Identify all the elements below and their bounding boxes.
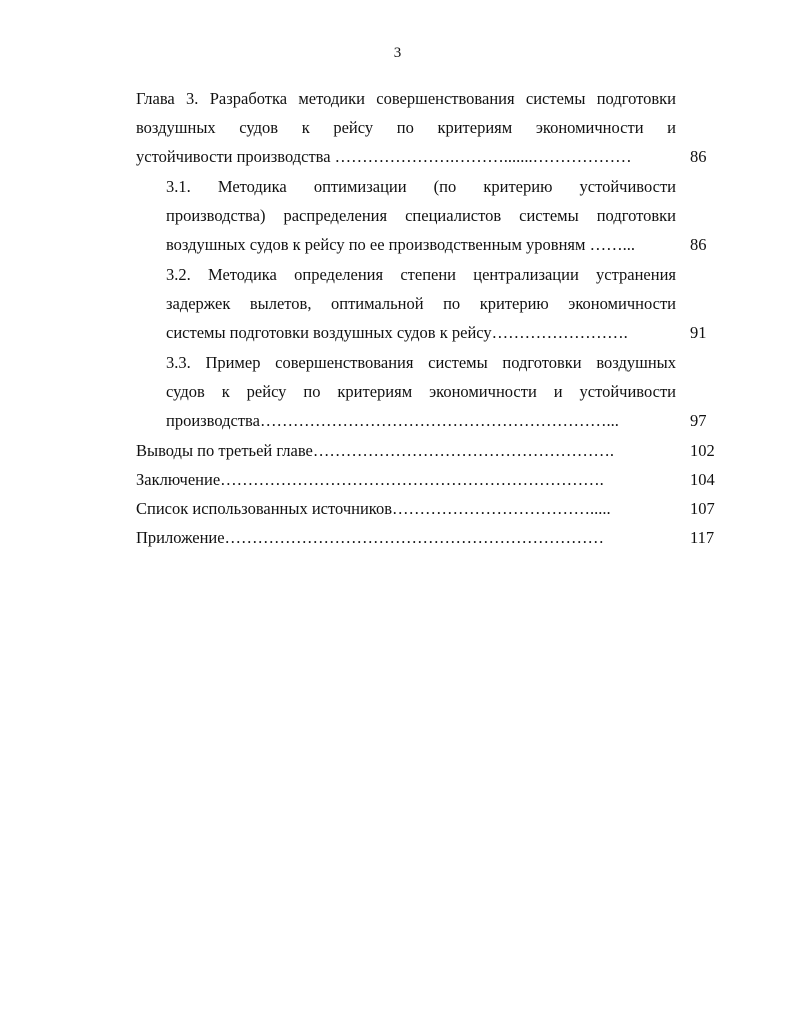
toc-page-number: 97 [690, 411, 707, 430]
toc-entry-line: производства) распределения специалистов системы подготовки [166, 206, 676, 225]
toc-entry-line: Заключение……………………………………………………………. [136, 470, 604, 489]
toc-entry-line: 3.1. Методика оптимизации (по критерию устойчивости [166, 177, 676, 196]
toc-page-number: 117 [690, 528, 715, 547]
toc-entry-line: задержек вылетов, оптимальной по критерию экономичности [166, 294, 676, 313]
toc-entry-line: устойчивости производства ………………….……….......……………… [136, 147, 632, 166]
page-number: 3 [393, 45, 402, 61]
toc-entry-line: производства………………………………………………………... [166, 411, 619, 430]
toc-page-number: 107 [690, 499, 715, 518]
toc-page-number: 86 [690, 147, 707, 166]
toc-entry-line: системы подготовки воздушных судов к рейсу……………………. [166, 323, 628, 342]
toc-page-number: 104 [690, 470, 715, 489]
toc-page-number: 86 [690, 235, 707, 254]
toc-entry-line: 3.3. Пример совершенствования системы подготовки воздушных [166, 353, 676, 372]
toc-page-number: 91 [690, 323, 707, 342]
toc-entry-line: Выводы по третьей главе………………………………………………. [136, 441, 614, 460]
toc-entry-line: воздушных судов к рейсу по критериям экономичности и [136, 118, 676, 137]
toc-entry-line: воздушных судов к рейсу по ее производственным уровням ……... [166, 235, 635, 254]
toc-entry-line: Приложение…………………………………………………………… [136, 528, 605, 547]
toc-entry-line: Глава 3. Разработка методики совершенствования системы подготовки [136, 89, 676, 108]
toc-entry-line: судов к рейсу по критериям экономичности и устойчивости [166, 382, 676, 401]
toc-page-number: 102 [690, 441, 715, 460]
toc-entry-line: 3.2. Методика определения степени централизации устранения [166, 265, 676, 284]
toc-entry-line: Список использованных источников………………………………..... [136, 499, 611, 518]
